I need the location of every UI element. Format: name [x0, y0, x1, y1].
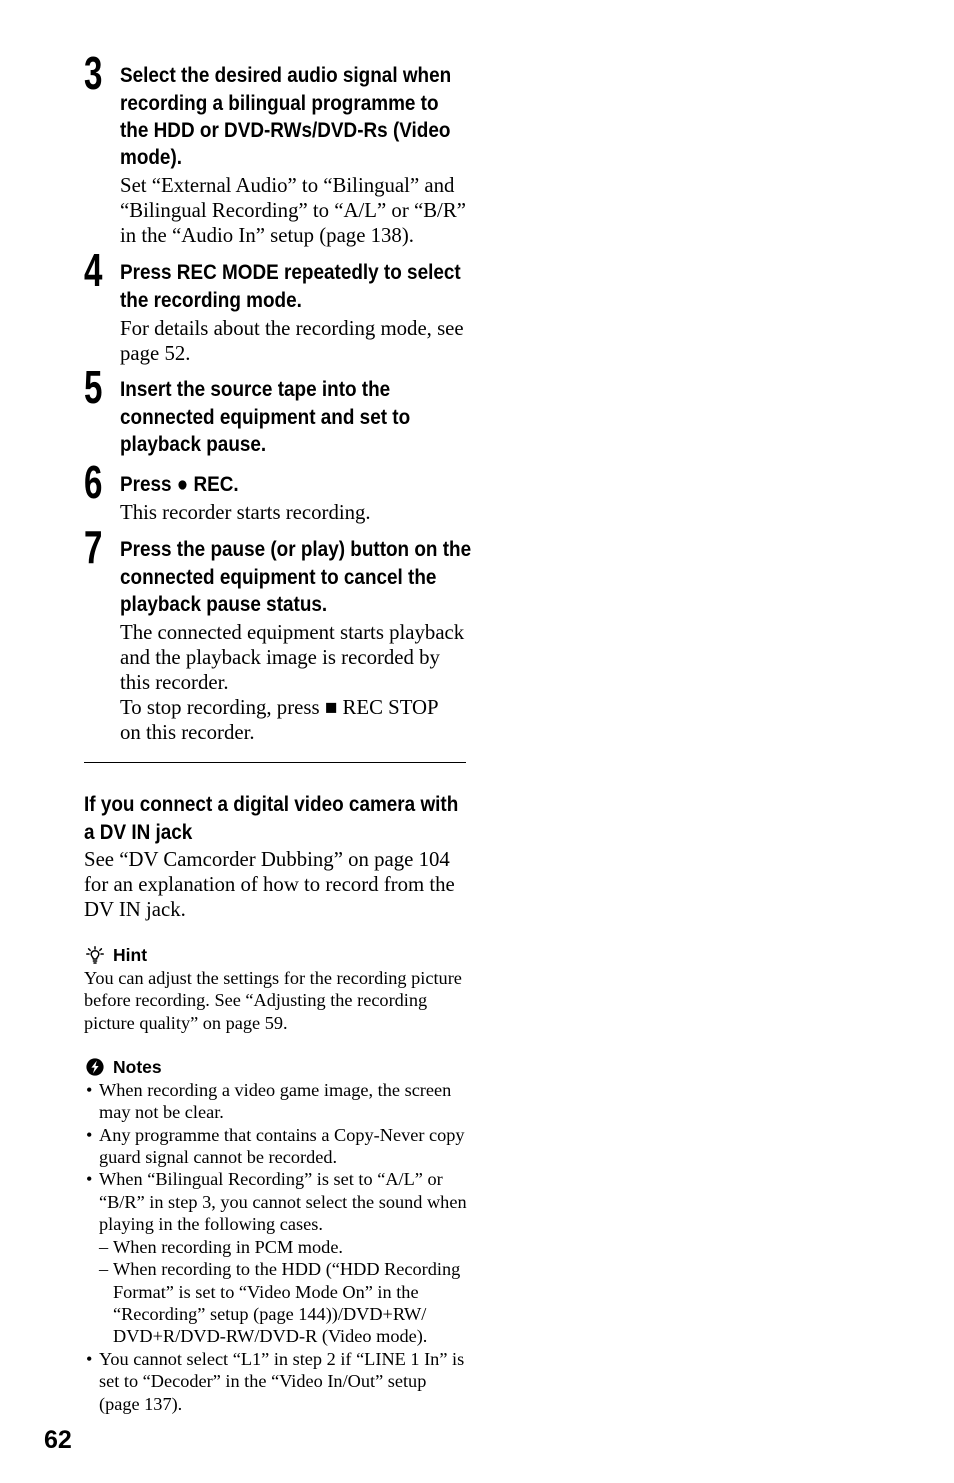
list-item-line: When “Bilingual Recording” is set to “A/L” or — [99, 1169, 443, 1190]
list-item-line: (page 137). — [99, 1393, 183, 1414]
section-heading-line: a DV IN jack — [84, 820, 193, 844]
step-body-line: Set “External Audio” to “Bilingual” and — [120, 174, 455, 198]
caution-icon — [86, 1058, 104, 1076]
list-item — [84, 1124, 466, 1169]
step-heading-line: the recording mode. — [120, 287, 302, 312]
step-number: 4 — [84, 243, 103, 296]
step-heading — [120, 376, 466, 458]
step-7 — [84, 520, 472, 745]
step-heading-line: the HDD or DVD-RWs/DVD-Rs (Video — [120, 117, 451, 142]
step-heading — [120, 62, 466, 171]
step-body — [120, 620, 466, 745]
dash-marker: – — [99, 1259, 109, 1280]
notes-label: Notes — [113, 1057, 162, 1077]
dash-marker: – — [99, 1236, 109, 1257]
hint-line: You can adjust the settings for the recording picture — [84, 967, 462, 988]
list-item-line: Any programme that contains a Copy-Never copy — [99, 1124, 465, 1145]
dv-camera-section — [84, 790, 466, 922]
step-heading-line: Press REC MODE repeatedly to select — [120, 260, 461, 285]
step-paragraph — [120, 620, 466, 695]
sub-list-item-line: “Recording” setup (page 144))/DVD+RW/ — [113, 1304, 427, 1325]
step-paragraph — [120, 500, 466, 525]
step-body-line: For details about the recording mode, see — [120, 316, 464, 340]
step-body-line: on this recorder. — [120, 721, 255, 745]
step-paragraph — [120, 173, 466, 248]
step-body — [120, 316, 466, 366]
step-heading-line: Insert the source tape into the — [120, 377, 391, 402]
step-heading-line: Press ● REC. — [120, 472, 239, 497]
step-body-line: and the playback image is recorded by — [120, 646, 440, 670]
list-item-line: may not be clear. — [99, 1102, 224, 1123]
step-4 — [84, 243, 466, 365]
section-heading-line: If you connect a digital video camera with — [84, 792, 459, 816]
sub-list-item-line: When recording to the HDD (“HDD Recording — [113, 1259, 461, 1280]
step-heading-line: playback pause. — [120, 431, 267, 456]
hint-line: before recording. See “Adjusting the recording — [84, 990, 428, 1011]
step-body-line: page 52. — [120, 341, 191, 365]
section-heading — [84, 790, 466, 846]
list-item-line: guard signal cannot be recorded. — [99, 1147, 338, 1168]
notes-list — [84, 1079, 466, 1415]
step-heading-line: mode). — [120, 145, 183, 170]
step-heading-line: connected equipment to cancel the — [120, 564, 437, 589]
list-item — [84, 1348, 466, 1415]
list-item-line: set to “Decoder” in the “Video In/Out” setup — [99, 1371, 427, 1392]
hint-label: Hint — [113, 945, 148, 965]
bullet-marker: • — [86, 1169, 93, 1190]
step-6 — [84, 455, 466, 525]
list-item-line: playing in the following cases. — [99, 1214, 323, 1235]
section-body-line: See “DV Camcorder Dubbing” on page 104 — [84, 847, 450, 871]
step-number: 7 — [84, 520, 103, 573]
section-body — [84, 847, 466, 922]
step-number: 6 — [84, 455, 103, 508]
step-body — [120, 173, 466, 248]
step-body-line: To stop recording, press ■ REC STOP — [120, 696, 439, 720]
section-body-line: for an explanation of how to record from the — [84, 872, 455, 896]
sub-list-item — [99, 1258, 466, 1348]
step-paragraph — [120, 316, 466, 366]
list-item-line: “B/R” in step 3, you cannot select the sound when — [99, 1191, 467, 1212]
bullet-marker: • — [86, 1124, 93, 1145]
list-item — [84, 1079, 466, 1124]
step-heading-line: Press the pause (or play) button on the — [120, 537, 472, 562]
step-body-line: in the “Audio In” setup (page 138). — [120, 224, 414, 248]
hint-header — [84, 945, 284, 965]
lightbulb-icon — [86, 946, 104, 964]
sub-list-item-line: When recording in PCM mode. — [113, 1236, 343, 1257]
step-body-line: The connected equipment starts playback — [120, 621, 465, 645]
section-body-line: DV IN jack. — [84, 897, 186, 921]
step-heading-line: Select the desired audio signal when — [120, 63, 452, 88]
step-5 — [84, 360, 466, 458]
sub-list-item-line: DVD+R/DVD-RW/DVD-R (Video mode). — [113, 1326, 428, 1347]
list-item — [84, 1168, 466, 1347]
step-number: 5 — [84, 360, 103, 413]
sub-list-item-line: Format” is set to “Video Mode On” in the — [113, 1281, 419, 1302]
list-item-line: You cannot select “L1” in step 2 if “LINE 1 In” is — [99, 1348, 465, 1369]
bullet-marker: • — [86, 1348, 93, 1369]
step-heading — [120, 536, 472, 618]
list-item-line: When recording a video game image, the screen — [99, 1079, 452, 1100]
step-3 — [84, 46, 466, 248]
step-paragraph — [120, 695, 466, 745]
step-heading-line: connected equipment and set to — [120, 404, 411, 429]
section-divider — [84, 762, 466, 763]
step-body — [120, 500, 466, 525]
step-number: 3 — [84, 46, 103, 99]
hint-line: picture quality” on page 59. — [84, 1012, 288, 1033]
step-heading-line: recording a bilingual programme to — [120, 90, 439, 115]
step-body-line: “Bilingual Recording” to “A/L” or “B/R” — [120, 199, 466, 223]
page-number: 62 — [44, 1426, 72, 1454]
step-heading — [120, 259, 466, 314]
step-heading-line: playback pause status. — [120, 591, 328, 616]
step-body-line: This recorder starts recording. — [120, 501, 371, 525]
step-heading — [120, 471, 466, 498]
notes-header — [84, 1057, 284, 1077]
sub-list-item — [99, 1236, 466, 1258]
bullet-marker: • — [86, 1079, 93, 1100]
hint-body — [84, 967, 466, 1034]
step-body-line: this recorder. — [120, 671, 229, 695]
